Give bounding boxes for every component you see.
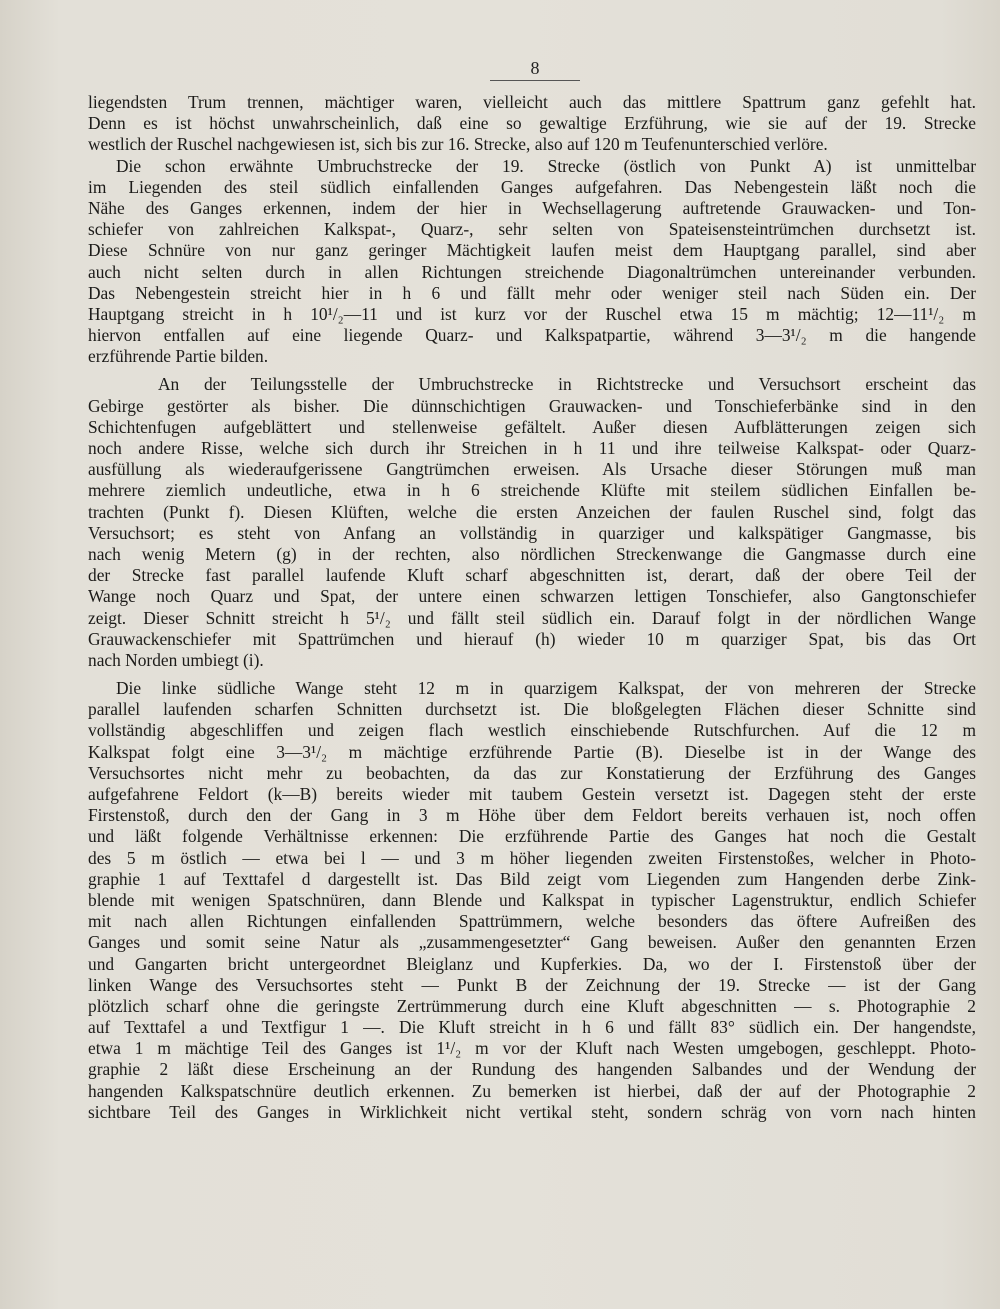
text-line: hangenden Kalkspatschnüre deutlich erkennen. Zu bemerken ist hierbei, daß der auf der Photographie 2 [88, 1080, 976, 1101]
text-line: mit nach allen Richtungen einfallenden Spattrümmern, welche besonders das öftere Aufreißen des [88, 911, 976, 932]
text-line: plötzlich scharf ohne die geringste Zertrümmerung durch eine Kluft abgeschnitten — s. Photographie 2 [88, 995, 976, 1016]
text-line: aufgefahrene Feldort (k—B) bereits wieder mit taubem Gestein versetzt ist. Dagegen steht der erste [88, 784, 976, 804]
text-line: erzführende Partie bilden. [88, 346, 269, 367]
text-line: parallel laufenden scharfen Schnitten durchsetzt ist. Die bloßgelegten Flächen dieser Schnitte sind [88, 699, 976, 720]
text-line: Versuchsortes nicht mehr zu beobachten, da das zur Konstatierung der Erzführung des Ganges [88, 762, 976, 783]
text-line: und Gangarten bricht untergeordnet Bleiglanz und Kupferkies. Da, wo der I. Firstenstoß über der [88, 953, 976, 974]
text-line: hiervon entfallen auf eine liegende Quarz- und Kalkspatpartie, während 3—3¹/₂ m die hangende [88, 325, 976, 346]
text-line: noch andere Risse, welche sich durch ihr Streichen in h 11 und ihre teilweise Kalkspat- oder Quarz- [88, 438, 976, 458]
body-text [88, 92, 976, 1123]
text-line: westlich der Ruschel nachgewiesen ist, sich bis zur 16. Strecke, also auf 120 m Teufenunterschied verlöre. [88, 134, 828, 155]
text-line: ausfüllung als wiederaufgerissene Gangtrümchen erweisen. Als Ursache dieser Störungen muß man [88, 459, 976, 480]
text-line: Ganges und somit seine Natur als „zusammengesetzter“ Gang beweisen. Außer den genannten Erzen [88, 932, 976, 953]
text-line: der Strecke fast parallel laufende Kluft scharf abgeschnitten ist, derart, daß der obere Teil der [88, 565, 976, 586]
text-line: Kalkspat folgt eine 3—3¹/₂ m mächtige erzführende Partie (B). Dieselbe ist in der Wange des [88, 741, 976, 762]
text-line: Versuchsort; es steht von Anfang an vollständig in quarziger und kalkspätiger Gangmasse, bis [88, 522, 976, 543]
text-line: Firstenstoß, durch den der Gang in 3 m Höhe über dem Feldort bereits verhauen ist, noch offen [88, 805, 976, 826]
page-number-rule [490, 80, 580, 81]
text-line: linken Wange des Versuchsortes steht — Punkt B der Zeichnung der 19. Strecke — ist der Gang [88, 974, 976, 995]
text-line: etwa 1 m mächtige Teil des Ganges ist 1¹/₂ m vor der Kluft nach Westen umgebogen, geschleppt. Photo- [88, 1038, 976, 1059]
text-line: trachten (Punkt f). Diesen Klüften, welche die ersten Anzeichen der faulen Ruschel sind, folgt das [88, 501, 976, 522]
text-line: vollständig abgeschliffen und zeigen flach westlich einschiebende Rutschfurchen. Auf die 12 m [88, 720, 976, 741]
text-line: und läßt folgende Verhältnisse erkennen: Die erzführende Partie des Ganges hat noch die Gestalt [88, 826, 976, 847]
text-line: Hauptgang streicht in h 10¹/₂—11 und ist kurz vor der Ruschel etwa 15 m mächtig; 12—11¹/₂ m [88, 303, 976, 324]
text-line: nach wenig Metern (g) in der rechten, also nördlichen Streckenwange die Gangmasse durch eine [88, 543, 976, 564]
text-line: Grauwackenschiefer mit Spattrümchen und hierauf (h) wieder 10 m quarziger Spat, bis das Ort [88, 628, 976, 649]
text-line: graphie 2 läßt diese Erscheinung an der Rundung des hangenden Salbandes und der Wendung der [88, 1059, 976, 1080]
text-line: Gebirge gestörter als bisher. Die dünnschichtigen Grauwacken- und Tonschieferbänke sind in den [88, 395, 976, 416]
text-line: auf Texttafel a und Textfigur 1 —. Die Kluft streicht in h 6 und fällt 83° südlich ein. Der hangendste, [88, 1017, 976, 1038]
text-line: Diese Schnüre von nur ganz geringer Mächtigkeit laufen meist dem Hauptgang parallel, sind aber [88, 240, 976, 261]
text-line: blende mit wenigen Spatschnüren, dann Blende und Kalkspat in typischer Lagenstruktur, endlich Schiefer [88, 889, 976, 910]
text-line: graphie 1 auf Texttafel d dargestellt ist. Das Bild zeigt vom Liegenden zum Hangenden derbe Zink- [88, 868, 976, 889]
text-line: Denn es ist höchst unwahrscheinlich, daß eine so gewaltige Erzführung, wie sie auf der 19. Strecke [88, 113, 976, 134]
text-line: zeigt. Dieser Schnitt streicht h 5¹/₂ und fällt steil südlich ein. Darauf folgt in der nördlichen Wange [88, 607, 976, 628]
paragraph-first-line: Die schon erwähnte Umbruchstrecke der 19. Strecke (östlich von Punkt A) ist unmittelbar [116, 155, 976, 176]
text-line: Nähe des Ganges erkennen, indem der hier in Wechsellagerung auftretende Grauwacken- und Ton- [88, 197, 976, 218]
text-line: nach Norden umbiegt (i). [88, 649, 264, 670]
text-line: auch nicht selten durch in allen Richtungen streichende Diagonaltrümchen untereinander verbunden. [88, 261, 976, 282]
page-number: 8 [530, 58, 540, 78]
text-line: liegendsten Trum trennen, mächtiger waren, vielleicht auch das mittlere Spattrum ganz gefehlt hat. [88, 92, 976, 112]
text-line: schiefer von zahlreichen Kalkspat-, Quarz-, sehr selten von Spateisensteintrümchen durchsetzt ist. [88, 219, 976, 240]
text-line: Das Nebengestein streicht hier in h 6 und fällt mehr oder weniger steil nach Süden ein. Der [88, 282, 976, 303]
text-line: Schichtenfugen aufgeblättert und stellenweise gefältelt. Außer diesen Aufblätterungen zeigen sich [88, 416, 976, 437]
text-line: Wange noch Quarz und Spat, der untere einen schwarzen lettigen Tonschiefer, also Gangtonschiefer [88, 586, 976, 607]
text-line: des 5 m östlich — etwa bei l — und 3 m höher liegenden zweiten Firstenstoßes, welcher in Photo- [88, 847, 976, 868]
text-line: mehrere ziemlich undeutliche, etwa in h 6 streichende Klüfte mit steilem südlichen Einfallen be- [88, 480, 976, 501]
paragraph-first-line: An der Teilungsstelle der Umbruchstrecke in Richtstrecke und Versuchsort erscheint das [158, 374, 976, 395]
text-line: im Liegenden des steil südlich einfallenden Ganges aufgefahren. Das Nebengestein läßt noch die [88, 176, 976, 197]
paragraph-first-line: Die linke südliche Wange steht 12 m in quarzigem Kalkspat, der von mehreren der Strecke [116, 678, 976, 699]
text-line: sichtbare Teil des Ganges in Wirklichkeit nicht vertikal steht, sondern schräg von vorn nach hinten [88, 1101, 976, 1122]
